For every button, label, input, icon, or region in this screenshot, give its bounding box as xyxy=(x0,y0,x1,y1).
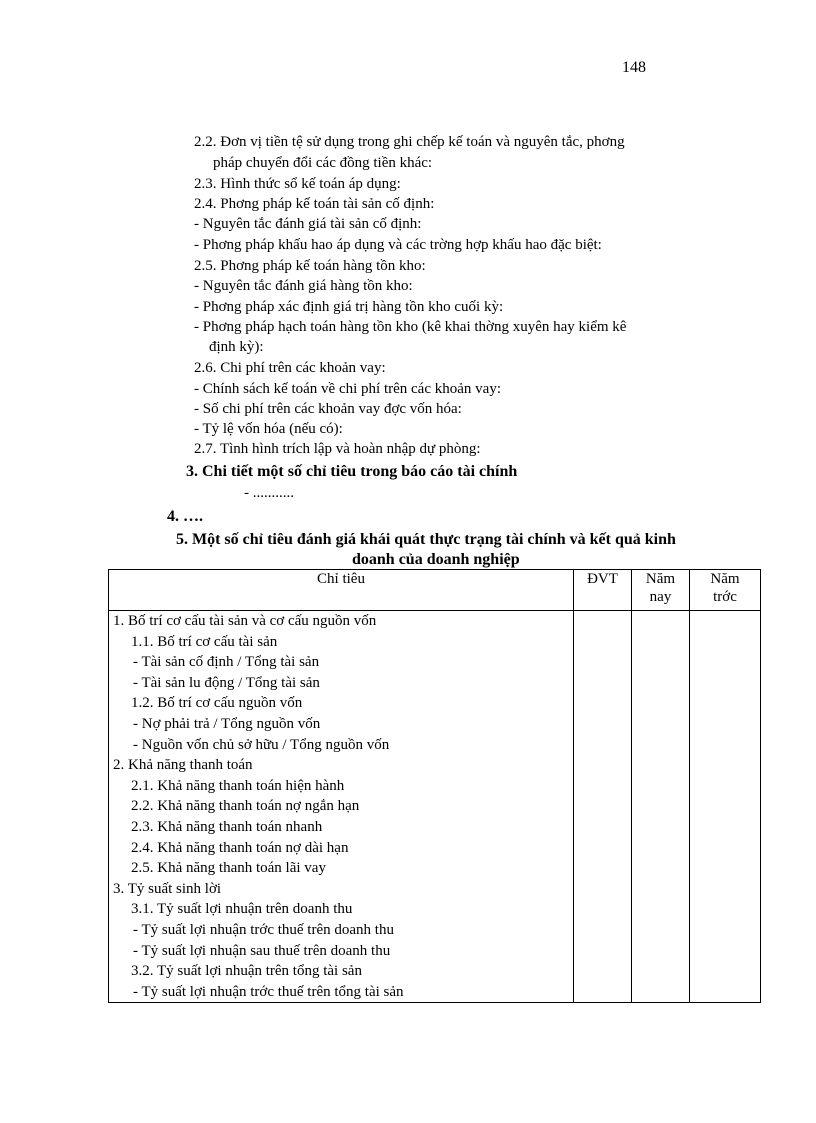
table-row xyxy=(109,693,761,714)
indicator-cell: 1.2. Bố trí cơ cấu nguồn vốn xyxy=(109,693,574,714)
last-year-cell xyxy=(690,879,761,900)
last-year-cell xyxy=(690,673,761,694)
table-row xyxy=(109,652,761,673)
note-line: - Tỷ lệ vốn hóa (nếu có): xyxy=(194,421,343,437)
this-year-cell xyxy=(632,920,690,941)
indicator-cell: - Tỷ suất lợi nhuận trớc thuế trên tổng tài sản xyxy=(109,982,574,1003)
header-this-year: Năm nay xyxy=(632,570,690,611)
indicator-cell: - Tỷ suất lợi nhuận trớc thuế trên doanh thu xyxy=(109,920,574,941)
unit-cell xyxy=(574,632,632,653)
indicator-cell: 1. Bố trí cơ cấu tài sản và cơ cấu nguồn vốn xyxy=(109,611,574,632)
unit-cell xyxy=(574,652,632,673)
indicator-cell: 2.5. Khả năng thanh toán lãi vay xyxy=(109,858,574,879)
last-year-cell xyxy=(690,817,761,838)
header-last-year: Năm trớc xyxy=(690,570,761,611)
indicator-cell: 2.3. Khả năng thanh toán nhanh xyxy=(109,817,574,838)
this-year-cell xyxy=(632,776,690,797)
note-line: định kỳ): xyxy=(209,339,264,355)
note-line: - Phơng pháp khấu hao áp dụng và các trờng hợp khấu hao đặc biệt: xyxy=(194,237,602,253)
table-row xyxy=(109,899,761,920)
note-line: - Nguyên tắc đánh giá hàng tồn kho: xyxy=(194,278,413,294)
this-year-cell xyxy=(632,673,690,694)
table-row xyxy=(109,858,761,879)
unit-cell xyxy=(574,817,632,838)
unit-cell xyxy=(574,920,632,941)
this-year-cell xyxy=(632,858,690,879)
unit-cell xyxy=(574,899,632,920)
this-year-cell xyxy=(632,611,690,632)
this-year-cell xyxy=(632,714,690,735)
unit-cell xyxy=(574,755,632,776)
table-row xyxy=(109,611,761,632)
unit-cell xyxy=(574,941,632,962)
table-row xyxy=(109,982,761,1003)
unit-cell xyxy=(574,858,632,879)
indicator-cell: 2.4. Khả năng thanh toán nợ dài hạn xyxy=(109,838,574,859)
note-line: 2.4. Phơng pháp kế toán tài sản cố định: xyxy=(194,196,435,212)
table-row xyxy=(109,776,761,797)
last-year-cell xyxy=(690,941,761,962)
section-5-heading-cont: doanh của doanh nghiệp xyxy=(352,551,520,568)
note-line: 2.2. Đơn vị tiền tệ sử dụng trong ghi chếp kế toán và nguyên tắc, phơng xyxy=(194,134,625,150)
table-row xyxy=(109,941,761,962)
note-line: - Phơng pháp xác định giá trị hàng tồn kho cuối kỳ: xyxy=(194,299,504,315)
this-year-cell xyxy=(632,693,690,714)
unit-cell xyxy=(574,879,632,900)
unit-cell xyxy=(574,796,632,817)
note-line: - Số chi phí trên các khoản vay đợc vốn hóa: xyxy=(194,401,462,417)
indicator-cell: - Nợ phải trả / Tổng nguồn vốn xyxy=(109,714,574,735)
last-year-cell xyxy=(690,652,761,673)
table-row xyxy=(109,632,761,653)
unit-cell xyxy=(574,838,632,859)
this-year-cell xyxy=(632,899,690,920)
this-year-cell xyxy=(632,941,690,962)
indicator-table xyxy=(108,569,761,1003)
table-row xyxy=(109,817,761,838)
table-row xyxy=(109,755,761,776)
indicator-cell: - Tài sản lu động / Tổng tài sản xyxy=(109,673,574,694)
note-line: - Nguyên tắc đánh giá tài sản cố định: xyxy=(194,216,422,232)
unit-cell xyxy=(574,982,632,1003)
last-year-cell xyxy=(690,961,761,982)
header-unit: ĐVT xyxy=(574,570,632,611)
indicator-cell: 2. Khả năng thanh toán xyxy=(109,755,574,776)
last-year-cell xyxy=(690,776,761,797)
unit-cell xyxy=(574,693,632,714)
this-year-cell xyxy=(632,961,690,982)
table-row xyxy=(109,961,761,982)
table-row xyxy=(109,714,761,735)
unit-cell xyxy=(574,673,632,694)
this-year-cell xyxy=(632,796,690,817)
section-5-heading: 5. Một số chỉ tiêu đánh giá khái quát thực trạng tài chính và kết quả kinh xyxy=(176,531,676,548)
note-line: - Phơng pháp hạch toán hàng tồn kho (kê khai thờng xuyên hay kiểm kê xyxy=(194,319,627,335)
unit-cell xyxy=(574,961,632,982)
indicator-cell: - Tài sản cố định / Tổng tài sản xyxy=(109,652,574,673)
table-row xyxy=(109,796,761,817)
this-year-cell xyxy=(632,838,690,859)
this-year-cell xyxy=(632,652,690,673)
this-year-cell xyxy=(632,982,690,1003)
this-year-cell xyxy=(632,755,690,776)
section-3-heading: 3. Chi tiết một số chỉ tiêu trong báo cáo tài chính xyxy=(186,463,518,480)
note-line: 2.3. Hình thức sổ kế toán áp dụng: xyxy=(194,176,401,192)
section-3-placeholder: - ........... xyxy=(244,485,294,501)
last-year-cell xyxy=(690,920,761,941)
indicator-cell: 2.2. Khả năng thanh toán nợ ngắn hạn xyxy=(109,796,574,817)
indicator-cell: - Nguồn vốn chủ sở hữu / Tổng nguồn vốn xyxy=(109,735,574,756)
last-year-cell xyxy=(690,838,761,859)
indicator-cell: 2.1. Khả năng thanh toán hiện hành xyxy=(109,776,574,797)
unit-cell xyxy=(574,611,632,632)
unit-cell xyxy=(574,735,632,756)
indicator-cell: 1.1. Bố trí cơ cấu tài sản xyxy=(109,632,574,653)
this-year-cell xyxy=(632,735,690,756)
note-line: 2.5. Phơng pháp kế toán hàng tồn kho: xyxy=(194,258,426,274)
last-year-cell xyxy=(690,899,761,920)
indicator-cell: - Tỷ suất lợi nhuận sau thuế trên doanh thu xyxy=(109,941,574,962)
last-year-cell xyxy=(690,632,761,653)
table-row xyxy=(109,735,761,756)
unit-cell xyxy=(574,776,632,797)
page-number: 148 xyxy=(622,59,646,76)
note-line: - Chính sách kế toán về chi phí trên các khoản vay: xyxy=(194,381,501,397)
indicator-cell: 3.1. Tỷ suất lợi nhuận trên doanh thu xyxy=(109,899,574,920)
note-line: pháp chuyển đổi các đồng tiền khác: xyxy=(213,155,433,171)
note-line: 2.7. Tình hình trích lập và hoàn nhập dự phòng: xyxy=(194,441,481,457)
table-header-row xyxy=(109,570,761,611)
note-line: 2.6. Chi phí trên các khoản vay: xyxy=(194,360,386,376)
unit-cell xyxy=(574,714,632,735)
this-year-cell xyxy=(632,817,690,838)
last-year-cell xyxy=(690,755,761,776)
table-body xyxy=(109,611,761,1003)
table-row xyxy=(109,920,761,941)
table-row xyxy=(109,673,761,694)
this-year-cell xyxy=(632,879,690,900)
last-year-cell xyxy=(690,611,761,632)
indicator-cell: 3.2. Tỷ suất lợi nhuận trên tổng tài sản xyxy=(109,961,574,982)
table-row xyxy=(109,879,761,900)
this-year-cell xyxy=(632,632,690,653)
last-year-cell xyxy=(690,858,761,879)
last-year-cell xyxy=(690,796,761,817)
table-row xyxy=(109,838,761,859)
indicator-cell: 3. Tỷ suất sinh lời xyxy=(109,879,574,900)
last-year-cell xyxy=(690,693,761,714)
section-4-heading: 4. …. xyxy=(167,508,203,525)
last-year-cell xyxy=(690,735,761,756)
last-year-cell xyxy=(690,982,761,1003)
header-indicator: Chỉ tiêu xyxy=(109,570,574,611)
last-year-cell xyxy=(690,714,761,735)
